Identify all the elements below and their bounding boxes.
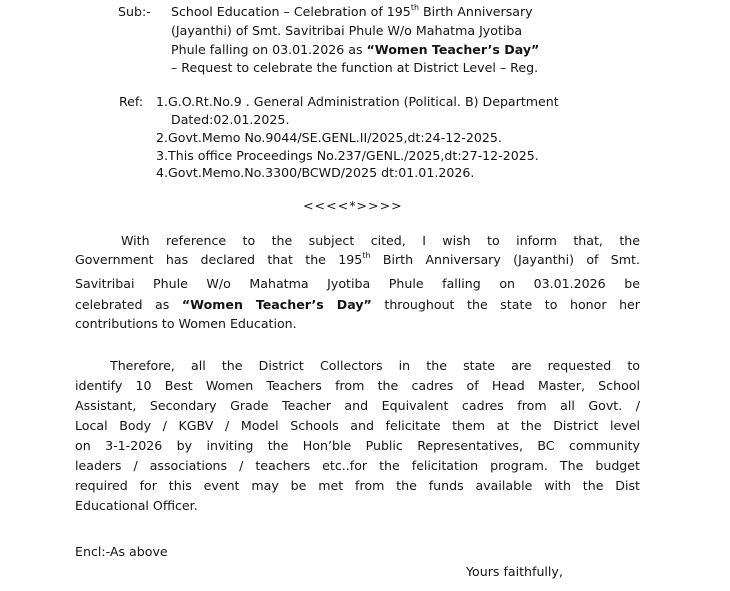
para1-line-2-sup: th	[362, 250, 371, 260]
para1-line-2	[75, 252, 640, 267]
reference-item: 1.G.O.Rt.No.9 . General Administration (Political. B) Department	[156, 94, 559, 109]
reference-item: 2.Govt.Memo No.9044/SE.GENL.II/2025,dt:24-12-2025.	[156, 130, 502, 145]
para1-line-2-post: Birth Anniversary (Jayanthi) of Smt.	[370, 252, 640, 267]
subject-label: Sub:-	[118, 4, 151, 19]
para1-line-4-post: throughout the state to honor her	[371, 297, 640, 312]
subject-line-1-text: School Education – Celebration of 195	[171, 4, 411, 19]
para2-line: required for this event may be met from the funds available with the Dist	[75, 478, 640, 493]
reference-item: Dated:02.01.2025.	[171, 112, 290, 127]
para1-line-3: Savitribai Phule W/o Mahatma Jyotiba Phule falling on 03.01.2026 be	[75, 276, 640, 291]
para2-line: identify 10 Best Women Teachers from the cadres of Head Master, School	[75, 378, 640, 393]
signoff: Yours faithfully,	[466, 564, 563, 579]
subject-line-4: – Request to celebrate the function at District Level – Reg.	[171, 60, 539, 75]
subject-line-3-bold: “Women Teacher’s Day”	[366, 42, 540, 57]
para2-line: Therefore, all the District Collectors in the state are requested to	[110, 358, 640, 373]
para2-line: Local Body / KGBV / Model Schools and felicitate them at the District level	[75, 418, 640, 433]
para1-line-2-text: Government has declared that the 195	[75, 252, 363, 267]
para1-line-5: contributions to Women Education.	[75, 316, 297, 331]
reference-item: 3.This office Proceedings No.237/GENL./2025,dt:27-12-2025.	[156, 148, 539, 163]
para1-line-4-bold: “Women Teacher’s Day”	[181, 297, 372, 312]
para1-line-1: With reference to the subject cited, I wish to inform that, the	[121, 233, 640, 248]
reference-label: Ref:	[119, 94, 144, 109]
para2-line: Assistant, Secondary Grade Teacher and Equivalent cadres from all Govt. /	[75, 398, 640, 413]
para1-line-4	[75, 297, 640, 312]
para2-line: Educational Officer.	[75, 498, 198, 513]
enclosure: Encl:-As above	[75, 544, 168, 559]
subject-line-1-sup: th	[410, 2, 420, 12]
subject-line-1	[171, 4, 533, 19]
subject-line-2: (Jayanthi) of Smt. Savitribai Phule W/o Mahatma Jyotiba	[171, 23, 523, 38]
para2-line: leaders / associations / teachers etc..for the felicitation program. The budget	[75, 458, 640, 473]
subject-line-3	[171, 42, 539, 57]
subject-line-3-text: Phule falling on 03.01.2026 as	[171, 42, 367, 57]
reference-item: 4.Govt.Memo.No.3300/BCWD/2025 dt:01.01.2026.	[156, 165, 475, 180]
para2-line: on 3-1-2026 by inviting the Hon’ble Public Representatives, BC community	[75, 438, 640, 453]
subject-line-1-post: Birth Anniversary	[419, 4, 533, 19]
separator: <<<<*>>>>	[303, 198, 403, 213]
para1-line-4-text: celebrated as	[75, 297, 182, 312]
